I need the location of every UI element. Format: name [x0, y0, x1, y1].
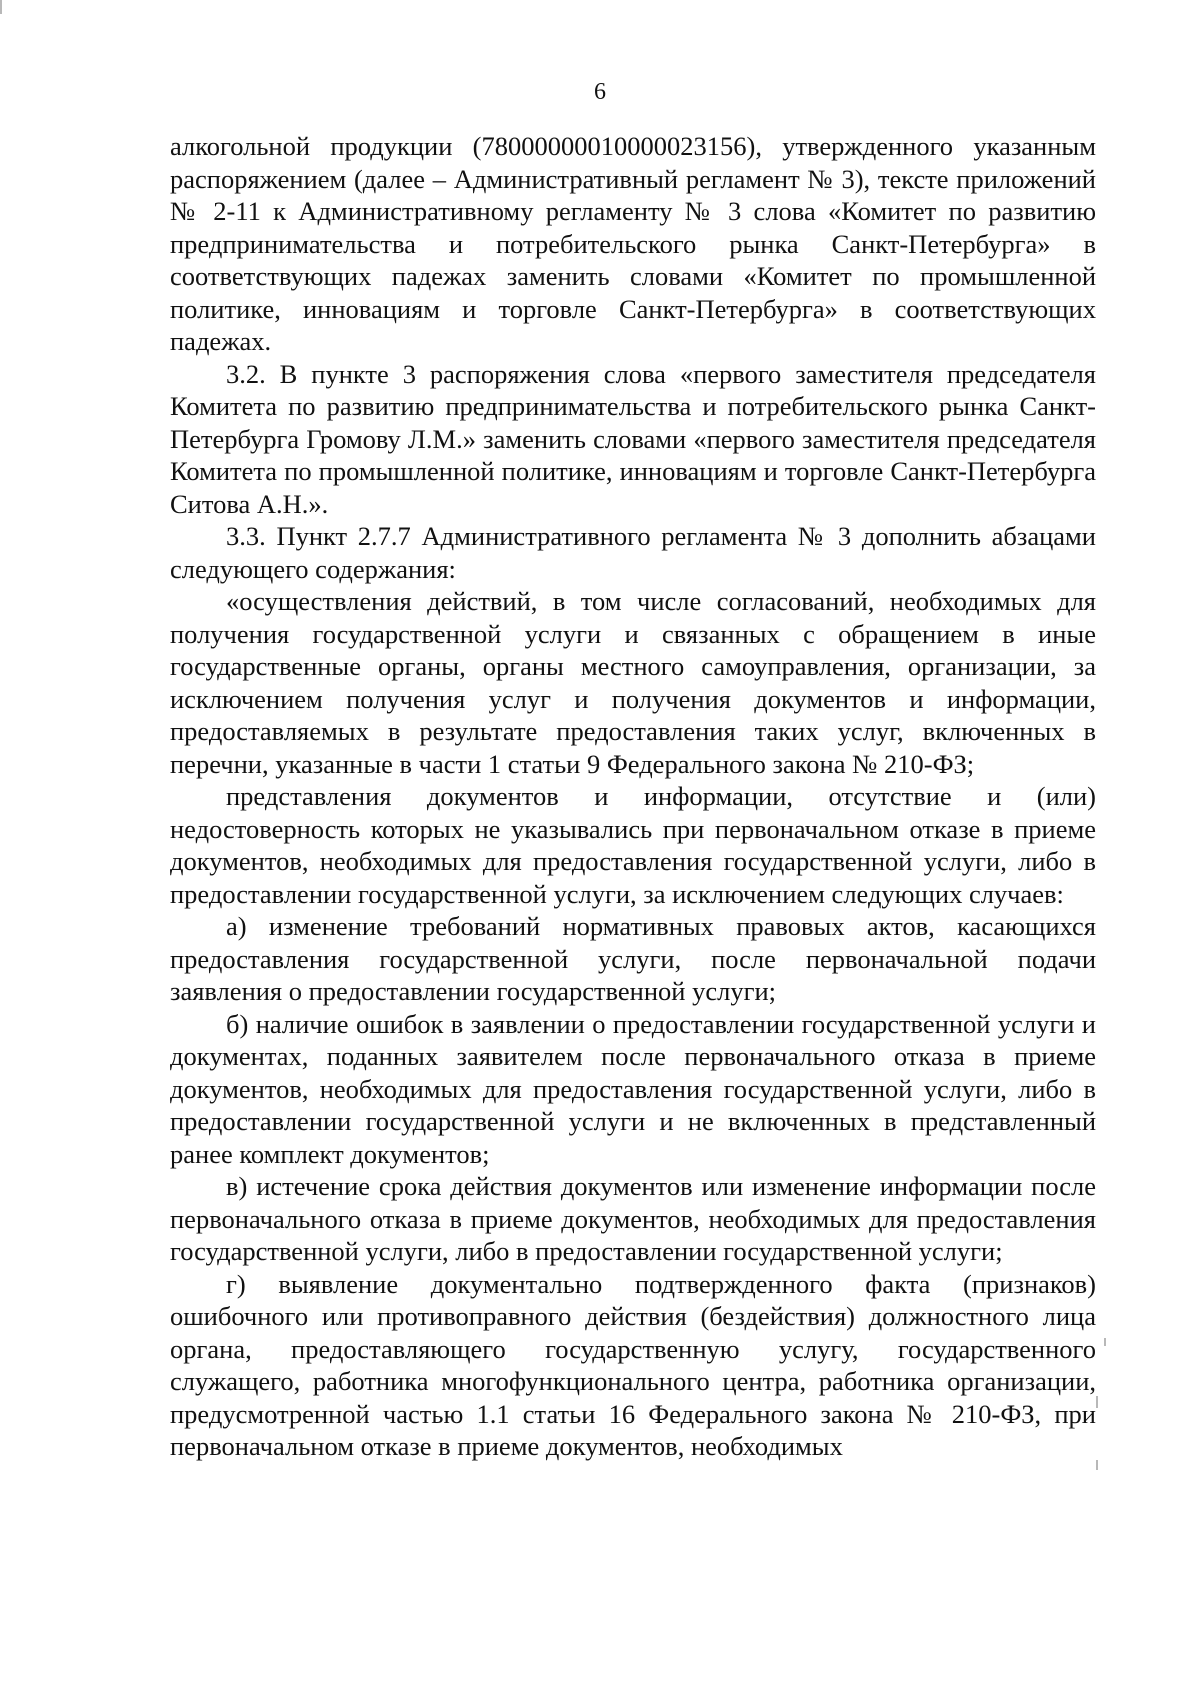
paragraph-item-g: г) выявление документально подтвержденного факта (признаков) ошибочного или противоправного действия (бездействия) должностного лица органа, предоставляющего государственную услугу, государственного служащего, работника многофункционального центра, работника организации, предусмотренной частью 1.1 статьи 16 Федерального закона № 210-ФЗ, при первоначальном отказе в приеме документов, необходимых — [170, 1268, 1096, 1461]
document-body — [170, 130, 1096, 1463]
paragraph-item-v: в) истечение срока действия документов или изменение информации после первоначального отказа в приеме документов, необходимых для предоставления государственной услуги, либо в предоставлении государственной услуги; — [170, 1171, 1096, 1266]
paragraph-item-a: а) изменение требований нормативных правовых актов, касающихся предоставления государственной услуги, после первоначальной подачи заявления о предоставлении государственной услуги; — [170, 911, 1096, 1006]
scan-edge-mark — [0, 0, 2, 14]
scan-artifact — [1096, 1460, 1098, 1470]
page-number: 6 — [594, 79, 606, 105]
scan-artifact — [1096, 1396, 1098, 1408]
paragraph-item-b: б) наличие ошибок в заявлении о предоставлении государственной услуги и документах, поданных заявителем после первоначального отказа в приеме документов, необходимых для предоставления государственной услуги, либо в предоставлении государственной услуги и не включенных в представленный ранее комплект документов; — [170, 1008, 1096, 1169]
paragraph-1: алкогольной продукции (78000000010000023156), утвержденного указанным распоряжением (далее – Административный регламент № 3), тексте приложений № 2-11 к Административному регламенту № 3 слова «Комитет по развитию предпринимательства и потребительского рынка Санкт-Петербурга» в соответствующих падежах заменить словами «Комитет по промышленной политике, инновациям и торговле Санкт-Петербурга» в соответствующих падежах. — [170, 131, 1096, 356]
paragraph-3-3: 3.3. Пункт 2.7.7 Административного регламента № 3 дополнить абзацами следующего содержания: — [170, 521, 1096, 584]
paragraph-3-2: 3.2. В пункте 3 распоряжения слова «первого заместителя председателя Комитета по развитию предпринимательства и потребительского рынка Санкт-Петербурга Громову Л.М.» заменить словами «первого заместителя председателя Комитета по промышленной политике, инновациям и торговле Санкт-Петербурга Ситова А.Н.». — [170, 358, 1096, 519]
paragraph-documents: представления документов и информации, отсутствие и (или) недостоверность которых не указывались при первоначальном отказе в приеме документов, необходимых для предоставления государственной услуги, либо в предоставлении государственной услуги, за исключением следующих случаев: — [170, 781, 1096, 909]
scan-artifact — [1104, 1338, 1106, 1346]
paragraph-actions: «осуществления действий, в том числе согласований, необходимых для получения государственной услуги и связанных с обращением в иные государственные органы, органы местного самоуправления, организации, за исключением получения услуг и получения документов и информации, предоставляемых в результате предоставления таких услуг, включенных в перечни, указанные в части 1 статьи 9 Федерального закона № 210-ФЗ; — [170, 586, 1096, 779]
